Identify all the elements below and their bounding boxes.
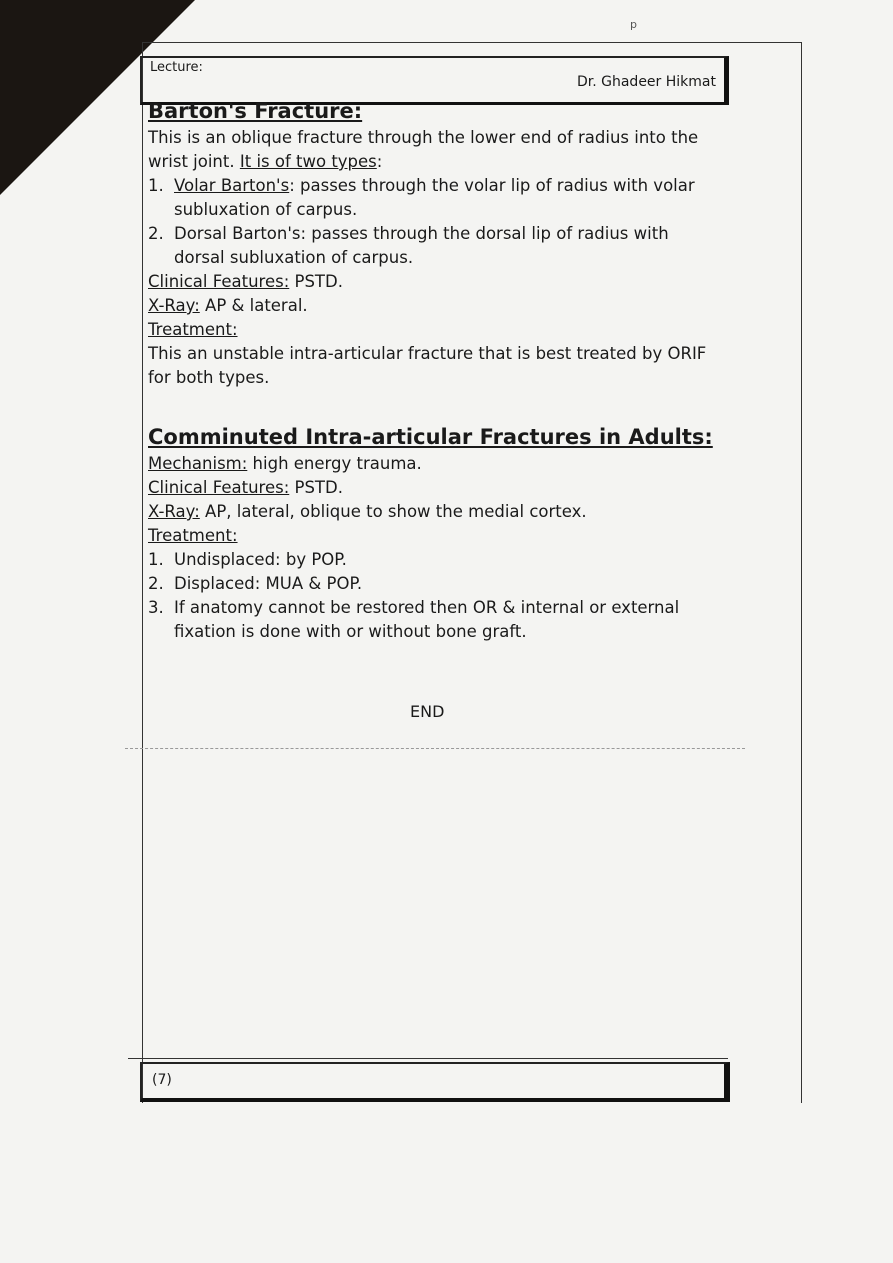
treatment-item: 3. If anatomy cannot be restored then OR & internal or external fixation is done with or without bone graft. — [148, 598, 680, 641]
lecture-label: Lecture: — [150, 60, 203, 75]
footer-box — [140, 1062, 730, 1102]
barton-treatment-label: Treatment: — [148, 320, 238, 339]
footer-rule — [128, 1058, 728, 1059]
comminuted-mechanism: Mechanism: high energy trauma. — [148, 454, 422, 473]
barton-xray: X-Ray: AP & lateral. — [148, 296, 308, 315]
barton-treatment-text: This an unstable intra-articular fracture that is best treated by ORIF for both types. — [148, 344, 707, 387]
barton-clinical: Clinical Features: PSTD. — [148, 272, 343, 291]
comminuted-treatment-label: Treatment: — [148, 526, 238, 545]
page-number: (7) — [152, 1072, 172, 1088]
page-mark: p — [630, 18, 637, 31]
treatment-item: 2. Displaced: MUA & POP. — [148, 574, 363, 593]
lecture-content — [148, 96, 714, 644]
barton-intro: This is an oblique fracture through the lower end of radius into the wrist joint. It is of two types: — [148, 128, 699, 171]
barton-type-item: 1. Volar Barton's: passes through the volar lip of radius with volar subluxation of carpus. — [148, 176, 695, 219]
comminuted-title: Comminuted Intra-articular Fractures in Adults: — [148, 425, 713, 449]
author-name: Dr. Ghadeer Hikmat — [576, 74, 716, 90]
end-marker: END — [410, 702, 445, 721]
barton-type-item: 2. Dorsal Barton's: passes through the dorsal lip of radius with dorsal subluxation of carpus. — [148, 224, 669, 267]
comminuted-xray: X-Ray: AP, lateral, oblique to show the medial cortex. — [148, 502, 587, 521]
barton-title: Barton's Fracture: — [148, 99, 363, 123]
treatment-item: 1. Undisplaced: by POP. — [148, 550, 347, 569]
comminuted-clinical: Clinical Features: PSTD. — [148, 478, 343, 497]
divider-line — [125, 748, 745, 749]
